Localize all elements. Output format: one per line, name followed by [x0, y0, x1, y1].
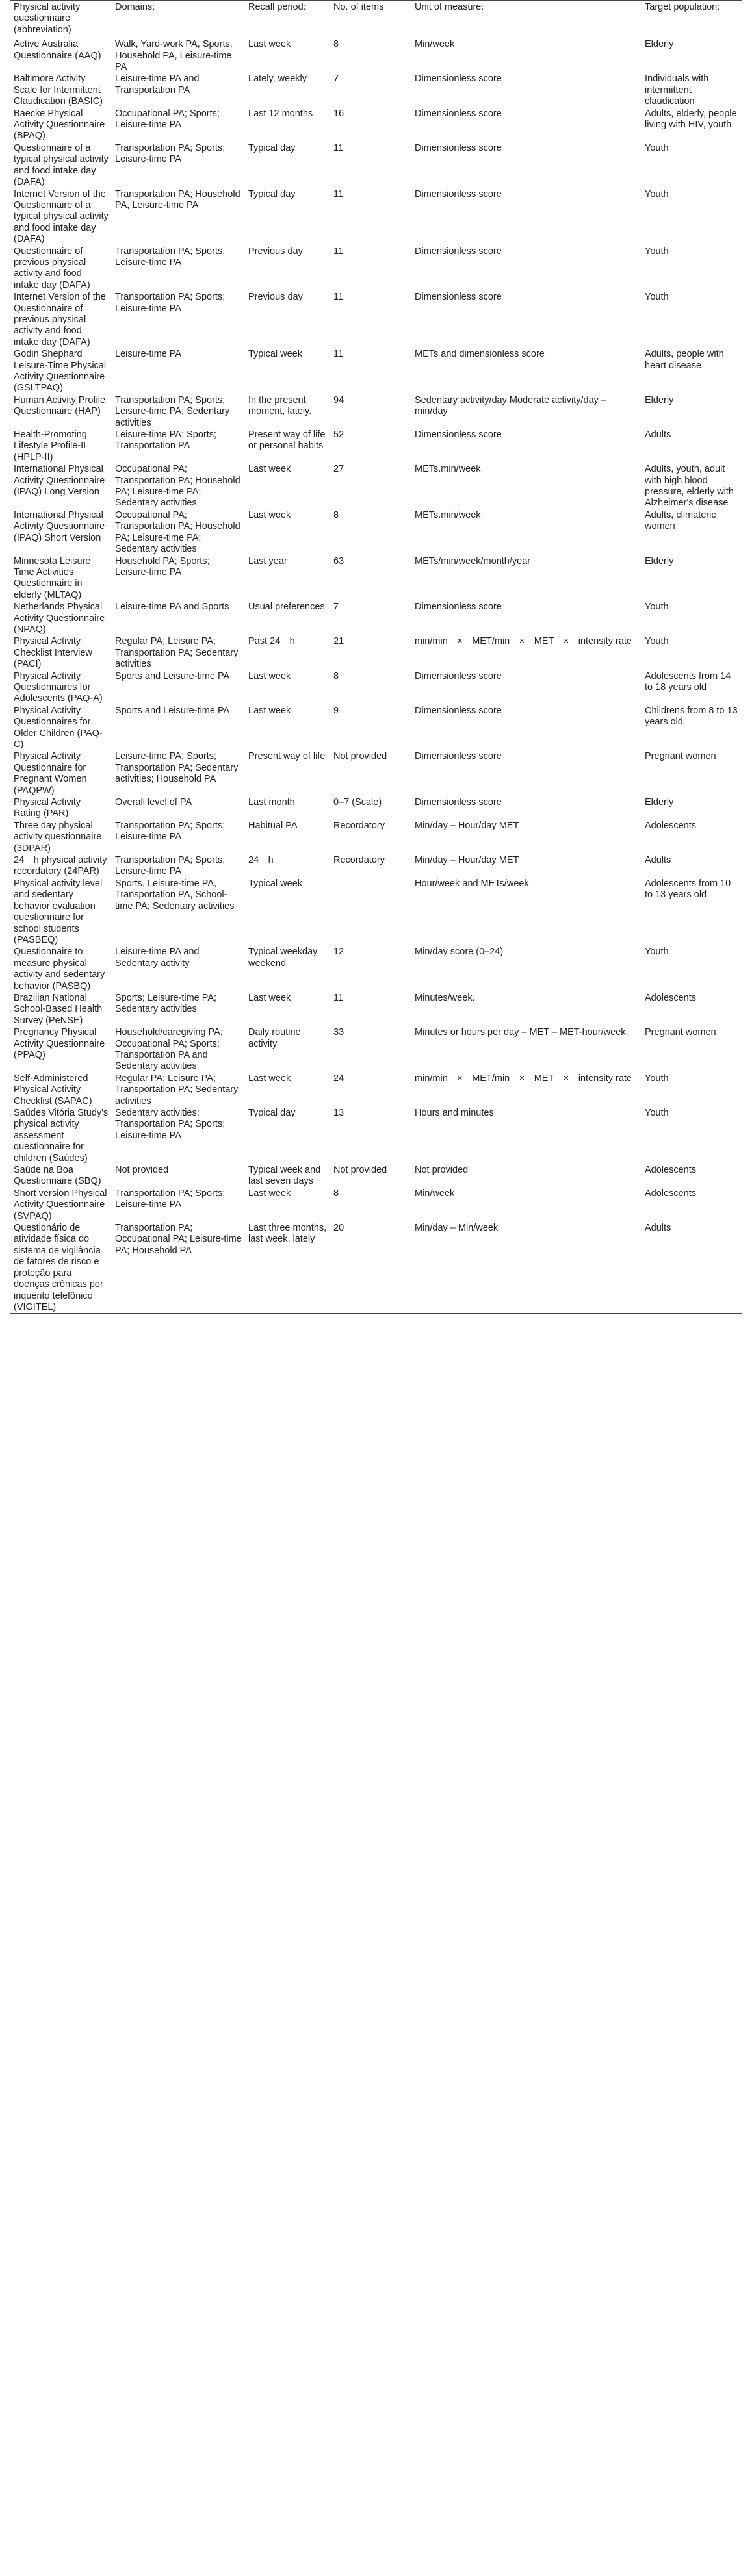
cell-target-population: Adults, people with heart disease	[645, 349, 724, 371]
cell-unit-of-measure: METs/min/week/month/year	[415, 555, 531, 567]
cell-domains: Transportation PA; Sports, Leisure-time PA	[115, 246, 226, 268]
header-questionnaire: Physical activity questionnaire (abbreviation)	[10, 1, 112, 38]
cell-recall-period: 24 h	[248, 855, 274, 866]
cell-questionnaire: Questionnaire to measure physical activity and sedentary behavior (PASBQ)	[14, 947, 105, 991]
questionnaire-table	[10, 0, 742, 1314]
cell-unit-of-measure: Sedentary activity/day Moderate activity/day – min/day	[415, 394, 606, 417]
cell-recall-period: Last 12 months	[248, 108, 313, 119]
table-row	[10, 73, 742, 107]
cell-unit-of-measure: Dimensionless score	[415, 246, 502, 257]
cell-target-population: Adolescents	[645, 1165, 696, 1176]
cell-recall-period: Usual preferences	[248, 602, 325, 613]
cell-no-of-items: 11	[333, 246, 344, 257]
cell-unit-of-measure: METs and dimensionless score	[415, 349, 545, 360]
cell-target-population: Youth	[645, 1108, 669, 1118]
table-row	[10, 705, 742, 751]
cell-unit-of-measure: Minutes/week.	[415, 992, 475, 1003]
cell-no-of-items: Not provided	[333, 751, 387, 762]
cell-recall-period: Last week	[248, 670, 291, 682]
cell-target-population: Youth	[645, 602, 669, 613]
cell-no-of-items: 94	[333, 394, 344, 405]
cell-domains: Occupational PA; Transportation PA; Household PA; Leisure-time PA; Sedentary activities	[115, 464, 240, 509]
cell-unit-of-measure: Hours and minutes	[415, 1108, 494, 1118]
cell-target-population: Adults, elderly, people living with HIV, youth	[645, 108, 737, 131]
cell-no-of-items: 8	[333, 670, 339, 682]
table-row	[10, 555, 742, 602]
table-row	[10, 142, 742, 188]
cell-questionnaire: Baltimore Activity Scale for Intermittent Claudication (BASIC)	[14, 73, 103, 107]
cell-target-population: Youth	[645, 188, 669, 199]
cell-no-of-items: 33	[333, 1027, 344, 1038]
table-row	[10, 1027, 742, 1073]
cell-domains: Regular PA; Leisure PA; Transportation PA; Sedentary activities	[115, 1073, 239, 1106]
cell-questionnaire: Physical Activity Questionnaire for Pregnant Women (PAQPW)	[14, 751, 87, 796]
cell-domains: Regular PA; Leisure PA; Transportation PA; Sedentary activities	[115, 636, 239, 670]
cell-target-population: Youth	[645, 947, 669, 958]
table-row	[10, 670, 742, 705]
cell-unit-of-measure: Dimensionless score	[415, 751, 502, 762]
cell-target-population: Youth	[645, 142, 669, 153]
cell-unit-of-measure: Minutes or hours per day – MET – MET-hour/week.	[415, 1027, 629, 1038]
cell-no-of-items: 12	[333, 947, 344, 958]
cell-no-of-items: 11	[333, 349, 344, 360]
cell-unit-of-measure: Min/day – Hour/day MET	[415, 855, 519, 866]
cell-target-population: Elderly	[645, 797, 674, 808]
cell-target-population: Adolescents	[645, 1188, 696, 1199]
cell-target-population: Adolescents from 10 to 13 years old	[645, 878, 731, 900]
cell-domains: Sports, Leisure-time PA, Transportation PA, School-time PA; Sedentary activities	[115, 878, 235, 912]
table-row	[10, 635, 742, 670]
cell-target-population: Adolescents from 14 to 18 years old	[645, 670, 731, 693]
cell-unit-of-measure: Dimensionless score	[415, 292, 502, 303]
cell-recall-period: Present way of life	[248, 751, 326, 762]
cell-recall-period: Typical day	[248, 142, 296, 153]
cell-questionnaire: Internet Version of the Questionnaire of previous physical activity and food intake day (DAFA)	[14, 292, 106, 348]
cell-domains: Transportation PA; Sports; Leisure-time PA	[115, 292, 226, 314]
cell-unit-of-measure: min/min × MET/min × MET × intensity rate	[415, 1073, 632, 1084]
cell-domains: Sports and Leisure-time PA	[115, 705, 230, 716]
cell-target-population: Pregnant women	[645, 1027, 716, 1038]
cell-domains: Household PA; Sports; Leisure-time PA	[115, 555, 210, 578]
cell-no-of-items: 63	[333, 555, 344, 567]
cell-unit-of-measure: Min/day – Min/week	[411, 1222, 642, 1314]
cell-target-population: Childrens from 8 to 13 years old	[645, 705, 738, 728]
table-row	[10, 1188, 742, 1222]
cell-domains: Transportation PA; Sports; Leisure-time PA	[115, 1188, 226, 1210]
cell-no-of-items: 11	[333, 992, 344, 1003]
cell-target-population: Youth	[645, 1073, 669, 1084]
cell-recall-period: Habitual PA	[248, 820, 298, 831]
cell-questionnaire: Godin Shephard Leisure-Time Physical Activity Questionnaire (GSLTPAQ)	[14, 349, 107, 394]
cell-no-of-items: 8	[333, 509, 339, 520]
cell-target-population: Adults	[642, 1222, 742, 1314]
cell-unit-of-measure: Hour/week and METs/week	[415, 878, 529, 889]
cell-recall-period: Past 24 h	[248, 636, 295, 647]
table-row	[10, 463, 742, 509]
cell-unit-of-measure: Dimensionless score	[415, 73, 502, 84]
cell-domains: Walk, Yard-work PA, Sports, Household PA, Leisure-time PA	[115, 39, 233, 73]
cell-domains: Transportation PA; Sports; Leisure-time PA	[115, 820, 226, 843]
table-row	[10, 797, 742, 820]
cell-unit-of-measure: Min/day score (0–24)	[415, 947, 504, 958]
cell-no-of-items: 27	[333, 464, 344, 475]
cell-domains: Occupational PA; Sports; Leisure-time PA	[115, 108, 220, 131]
cell-questionnaire: Baecke Physical Activity Questionnaire (BPAQ)	[14, 108, 105, 142]
cell-recall-period: Last week	[248, 39, 291, 50]
cell-domains: Leisure-time PA and Sedentary activity	[115, 947, 200, 969]
cell-recall-period: Lately, weekly	[248, 73, 307, 84]
cell-recall-period: Previous day	[248, 246, 303, 257]
cell-recall-period: Last month	[248, 797, 295, 808]
cell-target-population: Individuals with intermittent claudication	[645, 73, 709, 107]
cell-recall-period: Present way of life or personal habits	[248, 429, 326, 452]
cell-no-of-items: 9	[333, 705, 339, 716]
cell-target-population: Pregnant women	[645, 751, 716, 762]
table-row	[10, 854, 742, 878]
cell-domains: Sedentary activities; Transportation PA; Sports; Leisure-time PA	[115, 1108, 226, 1141]
cell-recall-period: Last week	[248, 705, 291, 716]
cell-recall-period: Typical week	[248, 878, 303, 889]
cell-recall-period: Last week	[248, 464, 291, 475]
cell-recall-period: Typical weekday, weekend	[248, 947, 320, 969]
cell-questionnaire: Physical Activity Checklist Interview (PACI)	[14, 636, 92, 670]
cell-domains: Not provided	[115, 1165, 169, 1176]
cell-unit-of-measure: Min/week	[415, 39, 455, 50]
cell-questionnaire: International Physical Activity Questionnaire (IPAQ) Short Version	[14, 509, 105, 543]
cell-domains: Transportation PA; Sports; Leisure-time PA	[115, 142, 226, 165]
cell-questionnaire: Brazilian National School-Based Health Survey (PeNSE)	[14, 992, 103, 1026]
header-no-of-items: No. of items	[330, 1, 411, 38]
cell-no-of-items: 24	[333, 1073, 344, 1084]
cell-domains: Sports; Leisure-time PA; Sedentary activities	[115, 992, 217, 1015]
cell-target-population: Youth	[645, 636, 669, 647]
cell-questionnaire: Human Activity Profile Questionnaire (HAP)	[14, 394, 106, 417]
table-row	[10, 108, 742, 142]
cell-no-of-items: 11	[333, 142, 344, 153]
cell-target-population: Youth	[645, 246, 669, 257]
cell-domains: Leisure-time PA and Sports	[115, 602, 229, 613]
cell-questionnaire: Physical Activity Questionnaires for Older Children (PAQ-C)	[14, 705, 103, 750]
table-header	[10, 1, 742, 38]
cell-unit-of-measure: Dimensionless score	[415, 108, 502, 119]
cell-no-of-items: 20	[330, 1222, 411, 1314]
cell-questionnaire: Questionnaire of a typical physical activity and food intake day (DAFA)	[14, 142, 109, 188]
table-row	[10, 750, 742, 797]
table-row	[10, 878, 742, 946]
table-row	[10, 1164, 742, 1188]
cell-recall-period: Last week	[248, 509, 291, 520]
cell-questionnaire: Saúdes Vitória Study's physical activity assessment questionnaire for children (Saúdes)	[14, 1108, 109, 1164]
cell-domains: Leisure-time PA and Transportation PA	[115, 73, 200, 96]
cell-unit-of-measure: Dimensionless score	[415, 142, 502, 153]
table-row	[10, 601, 742, 635]
cell-recall-period: Typical week and last seven days	[248, 1165, 321, 1187]
table-row	[10, 429, 742, 463]
cell-no-of-items: Recordatory	[333, 820, 385, 831]
cell-no-of-items: 7	[333, 73, 339, 84]
cell-target-population: Adolescents	[645, 820, 696, 831]
cell-target-population: Adults	[645, 429, 671, 440]
cell-domains: Transportation PA; Sports; Leisure-time PA	[115, 855, 226, 877]
cell-recall-period: Last year	[248, 555, 287, 567]
cell-target-population: Youth	[645, 292, 669, 303]
table-body	[10, 38, 742, 1314]
cell-questionnaire: Questionário de atividade física do sistema de vigilância de fatores de risco e proteção para doenças crônicas por inquérito telefônico (VIGITEL)	[10, 1222, 112, 1314]
cell-questionnaire: Short version Physical Activity Questionnaire (SVPAQ)	[14, 1188, 107, 1221]
cell-target-population: Elderly	[645, 39, 674, 50]
cell-questionnaire: Pregnancy Physical Activity Questionnaire (PPAQ)	[14, 1027, 105, 1060]
cell-questionnaire: Health-Promoting Lifestyle Profile-II (HPLP-II)	[14, 429, 87, 463]
cell-unit-of-measure: Min/week	[415, 1188, 455, 1199]
cell-domains: Leisure-time PA	[115, 349, 182, 360]
cell-questionnaire: Three day physical activity questionnaire (3DPAR)	[14, 820, 102, 854]
cell-target-population: Elderly	[645, 555, 674, 567]
cell-questionnaire: Physical Activity Questionnaires for Adolescents (PAQ-A)	[14, 670, 103, 704]
cell-domains: Household/caregiving PA; Occupational PA; Sports; Transportation PA and Sedentary activities	[115, 1027, 223, 1072]
header-domains: Domains:	[112, 1, 245, 38]
cell-unit-of-measure: Dimensionless score	[415, 797, 502, 808]
cell-no-of-items: 16	[333, 108, 344, 119]
table-row	[10, 946, 742, 992]
cell-no-of-items: 8	[333, 39, 339, 50]
cell-questionnaire: Physical Activity Rating (PAR)	[14, 797, 81, 819]
cell-recall-period: Last week	[248, 1073, 291, 1084]
cell-recall-period: Typical day	[248, 1108, 296, 1118]
cell-target-population: Elderly	[645, 394, 674, 405]
cell-questionnaire: Active Australia Questionnaire (AAQ)	[14, 39, 101, 61]
table-row	[10, 992, 742, 1027]
cell-unit-of-measure: Dimensionless score	[415, 188, 502, 199]
table-row	[10, 38, 742, 73]
cell-target-population: Adults, youth, adult with high blood pressure, elderly with Alzheimer's disease	[645, 464, 734, 509]
cell-unit-of-measure: Not provided	[415, 1165, 469, 1176]
cell-unit-of-measure: Dimensionless score	[415, 705, 502, 716]
table-row	[10, 291, 742, 348]
cell-no-of-items: Recordatory	[333, 855, 385, 866]
cell-no-of-items: 8	[333, 1188, 339, 1199]
cell-questionnaire: Internet Version of the Questionnaire of a typical physical activity and food intake day (DAFA)	[14, 188, 109, 245]
cell-target-population: Adolescents	[645, 992, 696, 1003]
table-row	[10, 1073, 742, 1107]
cell-no-of-items: 11	[333, 188, 344, 199]
cell-domains: Transportation PA; Occupational PA; Leisure-time PA; Household PA	[112, 1222, 245, 1314]
cell-no-of-items: Not provided	[333, 1165, 387, 1176]
cell-recall-period: Daily routine activity	[248, 1027, 301, 1049]
cell-unit-of-measure: min/min × MET/min × MET × intensity rate	[415, 636, 632, 647]
cell-no-of-items: 52	[333, 429, 344, 440]
cell-questionnaire: International Physical Activity Questionnaire (IPAQ) Long Version	[14, 464, 105, 498]
cell-questionnaire: Saúde na Boa Questionnaire (SBQ)	[14, 1165, 101, 1187]
cell-unit-of-measure: METs.min/week	[415, 464, 481, 475]
cell-recall-period: Typical week	[248, 349, 303, 360]
cell-domains: Leisure-time PA; Sports; Transportation PA	[115, 429, 217, 452]
cell-no-of-items: 0–7 (Scale)	[333, 797, 382, 808]
cell-no-of-items: 11	[333, 292, 344, 303]
cell-questionnaire: Questionnaire of previous physical activity and food intake day (DAFA)	[14, 246, 90, 290]
table-row	[10, 348, 742, 394]
cell-questionnaire: Minnesota Leisure Time Activities Questionnaire in elderly (MLTAQ)	[14, 555, 91, 600]
cell-no-of-items	[330, 878, 411, 946]
header-target-population: Target population:	[642, 1, 742, 38]
cell-unit-of-measure: Dimensionless score	[415, 670, 502, 682]
cell-domains: Transportation PA; Household PA, Leisure-time PA	[115, 188, 240, 210]
cell-domains: Occupational PA; Transportation PA; Household PA; Leisure-time PA; Sedentary activities	[115, 509, 240, 555]
cell-domains: Transportation PA; Sports; Leisure-time PA; Sedentary activities	[115, 394, 230, 428]
cell-unit-of-measure: Min/day – Hour/day MET	[415, 820, 519, 831]
cell-questionnaire: Netherlands Physical Activity Questionnaire (NPAQ)	[14, 602, 105, 635]
cell-questionnaire: Self-Administered Physical Activity Checklist (SAPAC)	[14, 1073, 92, 1106]
cell-unit-of-measure: METs.min/week	[415, 509, 481, 520]
header-unit-of-measure: Unit of measure:	[411, 1, 642, 38]
cell-domains: Overall level of PA	[115, 797, 192, 808]
cell-no-of-items: 21	[333, 636, 344, 647]
cell-recall-period: Last week	[248, 992, 291, 1003]
cell-recall-period: Last week	[248, 1188, 291, 1199]
table-row	[10, 246, 742, 292]
table-row	[10, 1222, 742, 1314]
header-row	[10, 1, 742, 38]
header-recall-period: Recall period:	[245, 1, 330, 38]
cell-domains: Leisure-time PA; Sports; Transportation PA; Sedentary activities; Household PA	[115, 751, 239, 785]
cell-questionnaire: Physical activity level and sedentary behavior evaluation questionnaire for school students (PASBEQ)	[14, 878, 103, 945]
cell-no-of-items: 7	[333, 602, 339, 613]
table-row	[10, 1107, 742, 1164]
table-row	[10, 188, 742, 246]
cell-unit-of-measure: Dimensionless score	[415, 429, 502, 440]
cell-recall-period: In the present moment, lately.	[248, 394, 312, 417]
cell-target-population: Adults	[645, 855, 671, 866]
cell-questionnaire: 24 h physical activity recordatory (24PAR)	[14, 855, 107, 877]
table-row	[10, 394, 742, 429]
cell-no-of-items: 13	[333, 1108, 344, 1118]
table-row	[10, 820, 742, 854]
cell-unit-of-measure: Dimensionless score	[415, 602, 502, 613]
cell-recall-period: Previous day	[248, 292, 303, 303]
cell-domains: Sports and Leisure-time PA	[115, 670, 230, 682]
table-row	[10, 509, 742, 555]
cell-recall-period: Typical day	[248, 188, 296, 199]
cell-target-population: Adults, climateric women	[645, 509, 716, 532]
cell-recall-period: Last three months, last week, lately	[245, 1222, 330, 1314]
